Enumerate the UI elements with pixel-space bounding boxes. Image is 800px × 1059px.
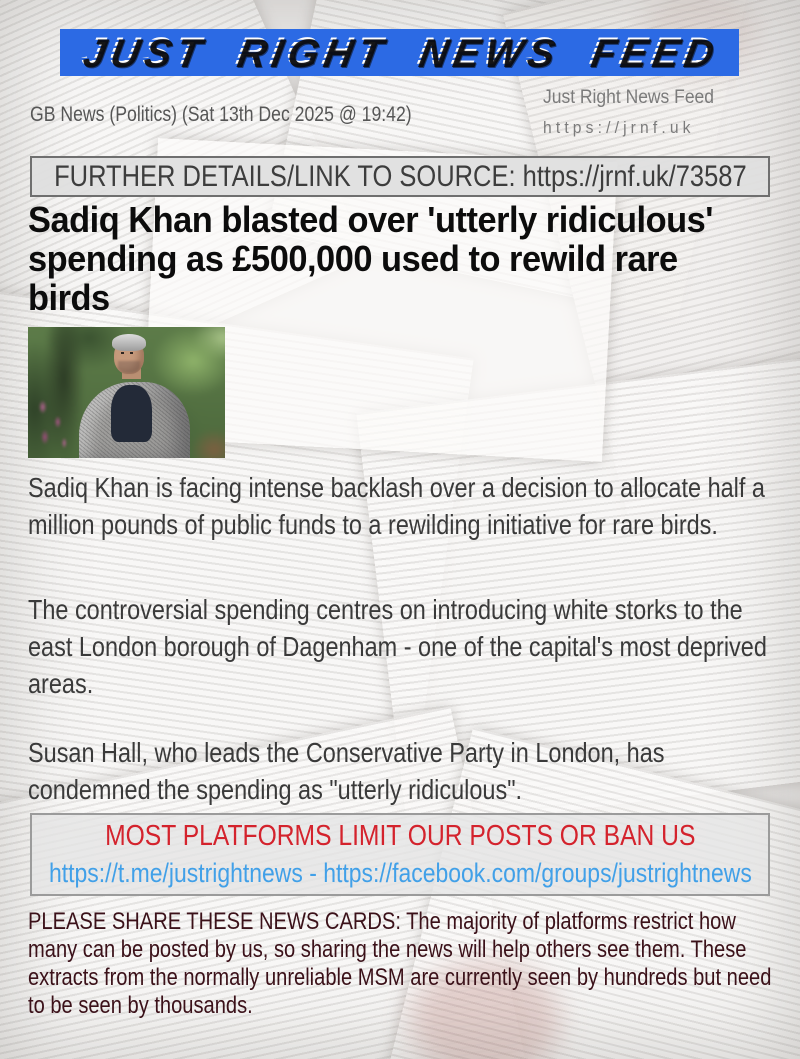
brand-block [543, 87, 729, 138]
share-notice: PLEASE SHARE THESE NEWS CARDS: The majority of platforms restrict how many can be posted by us, so sharing the news will help others see them. These extracts from the normally unreliable MSM are currently seen by hundreds but need to be seen by thousands. [28, 908, 772, 1019]
source-and-date-line [30, 103, 484, 127]
photo-person-eyes [121, 352, 124, 354]
brand-url-text[interactable]: https://jrnf.uk [543, 118, 695, 137]
photo-person-shirt [111, 385, 152, 443]
platform-warning-box [30, 813, 770, 896]
photo-pink-flowers [32, 395, 75, 455]
article-paragraph: Sadiq Khan is facing intense backlash over a decision to allocate half a million pounds of public funds to a rewilding initiative for rare birds. [28, 472, 765, 540]
article-paragraph: Susan Hall, who leads the Conservative Party in London, has condemned the spending as "utterly ridiculous". [28, 737, 665, 805]
brand-name [543, 87, 729, 109]
photo-person-hair [112, 334, 146, 351]
source-and-date-text: GB News (Politics) (Sat 13th Dec 2025 @ 19:42) [30, 103, 412, 126]
source-link-box [30, 156, 770, 197]
article-photo [28, 327, 225, 458]
photo-person-beard [118, 361, 141, 373]
brand-url[interactable] [543, 118, 729, 138]
article-paragraph: The controversial spending centres on introducing white storks to the east London borough of Dagenham - one of the capital's most deprived areas. [28, 594, 767, 699]
masthead-title: JUST RIGHT NEWS FEED [78, 30, 721, 74]
brand-name-text: Just Right News Feed [543, 87, 714, 108]
platform-warning-text: MOST PLATFORMS LIMIT OUR POSTS OR BAN US [104, 820, 696, 852]
article-headline: Sadiq Khan blasted over 'utterly ridiculous' spending as £500,000 used to rewild rare birds [28, 199, 713, 318]
source-link-line [54, 160, 747, 194]
source-link-url[interactable]: https://jrnf.uk/73587 [522, 159, 747, 193]
masthead-banner [60, 29, 739, 76]
social-links[interactable]: https://t.me/justrightnews - https://facebook.com/groups/justrightnews [48, 858, 752, 888]
source-link-label: FURTHER DETAILS/LINK TO SOURCE: [53, 159, 516, 193]
